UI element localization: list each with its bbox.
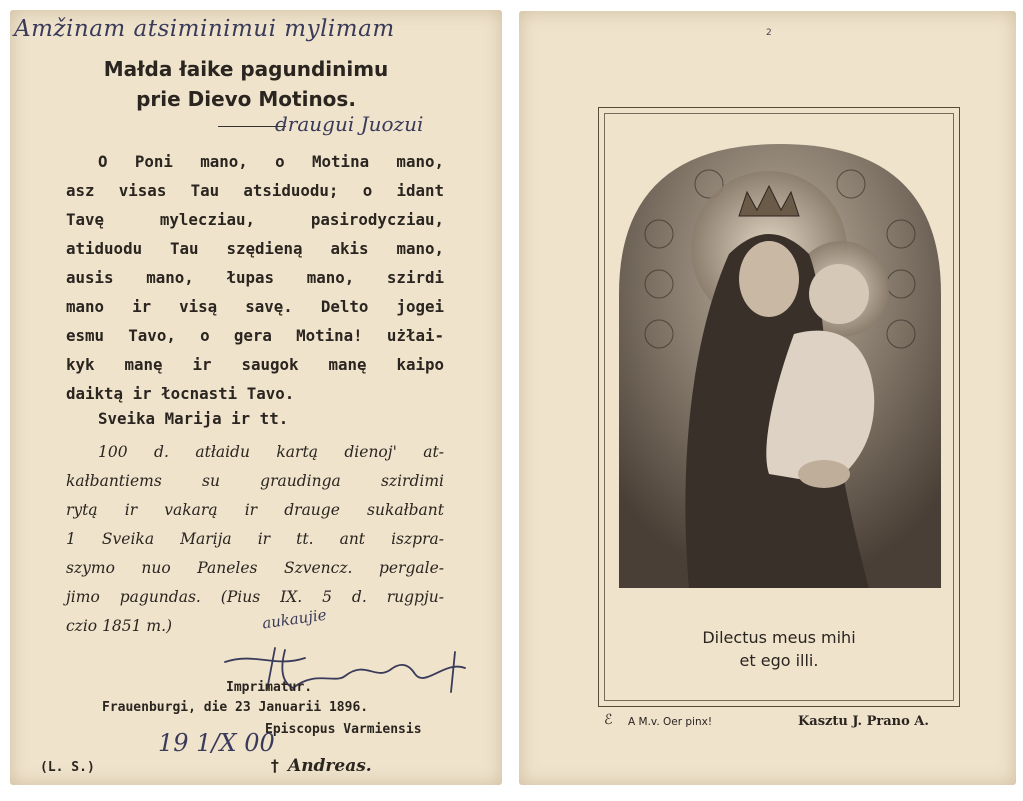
locus-sigilli: (L. S.): [40, 760, 95, 775]
madonna-and-child-image: [619, 144, 941, 588]
prayer-line: kyk manę ir saugok manę kaipo: [66, 355, 444, 374]
episcopus-line: Episcopus Varmiensis: [265, 722, 422, 737]
indulgence-line: rytą ir vakarą ir drauge sukałbant: [66, 501, 444, 519]
hail-mary-line: Sveika Marija ir tt.: [98, 409, 289, 428]
prayer-line: atiduodu Tau szędieną akis mano,: [66, 239, 444, 258]
publisher-mark-icon: ℰ: [604, 712, 613, 728]
prayer-line: daiktą ir łocnasti Tavo.: [66, 384, 295, 403]
publisher-credit: Kasztu J. Prano A.: [798, 714, 929, 729]
motto-line-2: et ego illi.: [739, 651, 819, 670]
artist-credit: A M.v. Oer pinx!: [628, 716, 713, 728]
prayer-line: asz visas Tau atsiduodu; o idant: [66, 181, 444, 200]
prayer-line: mano ir visą savę. Delto jogei: [66, 297, 444, 316]
indulgence-line: kałbantiems su graudinga szirdimi: [66, 472, 444, 490]
prayer-text: [66, 147, 444, 408]
prayer-line: Tavę myleczіau, pasirodyczіau,: [66, 210, 444, 229]
prayer-line: O Poni mano, o Motina mano,: [98, 152, 444, 171]
imprimatur-place-date: Frauenburgi, die 23 Januarii 1896.: [102, 700, 369, 715]
handwritten-date: 19 1/X 00: [158, 729, 275, 757]
indulgence-line: szymo nuo Paneles Szvencz. pergale-: [66, 559, 444, 577]
handwritten-correction: aukaujie: [261, 605, 328, 633]
cross-icon: †: [270, 756, 280, 775]
prayer-line: ausis mano, łupas mano, szirdi: [66, 268, 444, 287]
prayer-title-line-1: Małda łaike pagundinimu: [103, 57, 389, 81]
motto-line-1: Dilectus meus mihi: [702, 628, 856, 647]
handwritten-dedication-2: draugui Juozui: [275, 112, 424, 136]
indulgence-line: czio 1851 m.): [66, 617, 173, 635]
indulgence-line: 100 d. atłaidu kartą dienoj' at-: [98, 443, 444, 461]
prayer-title-line-2: prie Dievo Motinos.: [136, 87, 356, 111]
imprimatur: Imprimatur.: [226, 680, 313, 695]
prayer-line: esmu Tavo, o gera Motina! użłai-: [66, 326, 444, 345]
page-number: 2: [766, 28, 772, 38]
handwritten-dedication: Amžinam atsiminimui mylimam: [14, 16, 395, 42]
bishop-name: Andreas.: [288, 756, 372, 776]
indulgence-text: [66, 438, 444, 641]
indulgence-line: 1 Sveika Marija ir tt. ant iszpra-: [66, 530, 444, 548]
indulgence-line: jimo pagundas. (Pius IX. 5 d. rugpju-: [66, 588, 444, 606]
